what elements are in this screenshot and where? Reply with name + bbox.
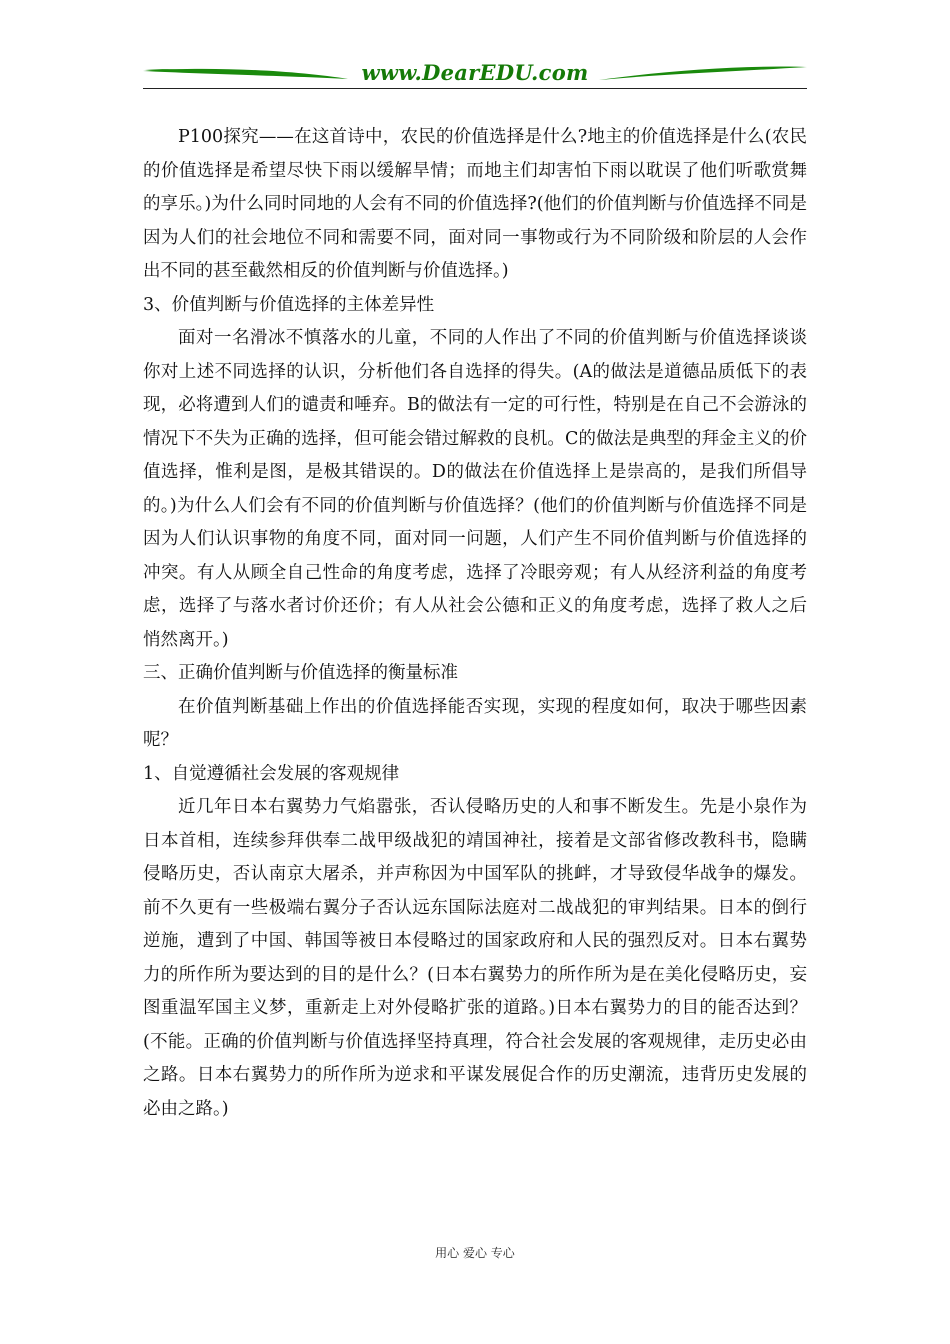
paragraph-factors-question: 在价值判断基础上作出的价值选择能否实现，实现的程度如何，取决于哪些因素呢？ (143, 696, 807, 750)
paragraph-skating-child: 面对一名滑冰不慎落水的儿童，不同的人作出了不同的价值判断与价值选择谈谈你对上述不同选择的认识，分析他们各自选择的得失。(A的做法是道德品质低下的表现，必将遭到人们的谴责和唾弃。B的做法有一定的可行性，特别是在自己不会游泳的情况下不失为正确的选择，但可能会错过解救的良机。C的做法是典型的拜金主义的价值选择，惟利是图，是极其错误的。D的做法在价值选择上是崇高的，是我们所倡导的。)为什么人们会有不同的价值判断与价值选择？(他们的价值判断与价值选择不同是因为人们认识事物的角度不同，面对同一问题，人们产生不同价值判断与价值选择的冲突。有人从顾全自己性命的角度考虑，选择了冷眼旁观；有人从经济利益的角度考虑，选择了与落水者讨价还价；有人从社会公德和正义的角度考虑，选择了救人之后悄然离开。) (143, 328, 807, 650)
right-swoosh (599, 67, 807, 80)
site-header-banner (143, 56, 807, 96)
page-footer: 用心 爱心 专心 (435, 1246, 515, 1260)
heading-measurement-standard: 三、正确价值判断与价值选择的衡量标准 (143, 663, 458, 683)
site-name: www.DearEDU.com (361, 60, 589, 85)
heading-objective-law: 1、自觉遵循社会发展的客观规律 (143, 763, 400, 784)
header-rule (143, 88, 807, 89)
paragraph-p100-explore: P100探究——在这首诗中，农民的价值选择是什么?地主的价值选择是什么(农民的价值选择是希望尽快下雨以缓解旱情；而地主们却害怕下雨以耽误了他们听歌赏舞的享乐。)为什么同时同地的人会有不同的价值选择?(他们的价值判断与价值选择不同是因为人们的社会地位不同和需要不同，面对同一事物或行为不同阶级和阶层的人会作出不同的甚至截然相反的价值判断与价值选择。) (143, 127, 807, 281)
heading-subject-difference: 3、价值判断与价值选择的主体差异性 (143, 294, 435, 315)
paragraph-japan-right-wing: 近几年日本右翼势力气焰嚣张，否认侵略历史的人和事不断发生。先是小泉作为日本首相，连续参拜供奉二战甲级战犯的靖国神社，接着是文部省修改教科书，隐瞒侵略历史，否认南京大屠杀，并声称因为中国军队的挑衅，才导致侵华战争的爆发。前不久更有一些极端右翼分子否认远东国际法庭对二战战犯的审判结果。日本的倒行逆施，遭到了中国、韩国等被日本侵略过的国家政府和人民的强烈反对。日本右翼势力的所作所为要达到的目的是什么？(日本右翼势力的所作所为是在美化侵略历史，妄图重温军国主义梦，重新走上对外侵略扩张的道路。)日本右翼势力的目的能否达到？(不能。正确的价值判断与价值选择坚持真理，符合社会发展的客观规律，走历史必由之路。日本右翼势力的所作所为逆求和平谋发展促合作的历史潮流，违背历史发展的必由之路。) (143, 797, 807, 1119)
document-body (143, 121, 807, 1126)
